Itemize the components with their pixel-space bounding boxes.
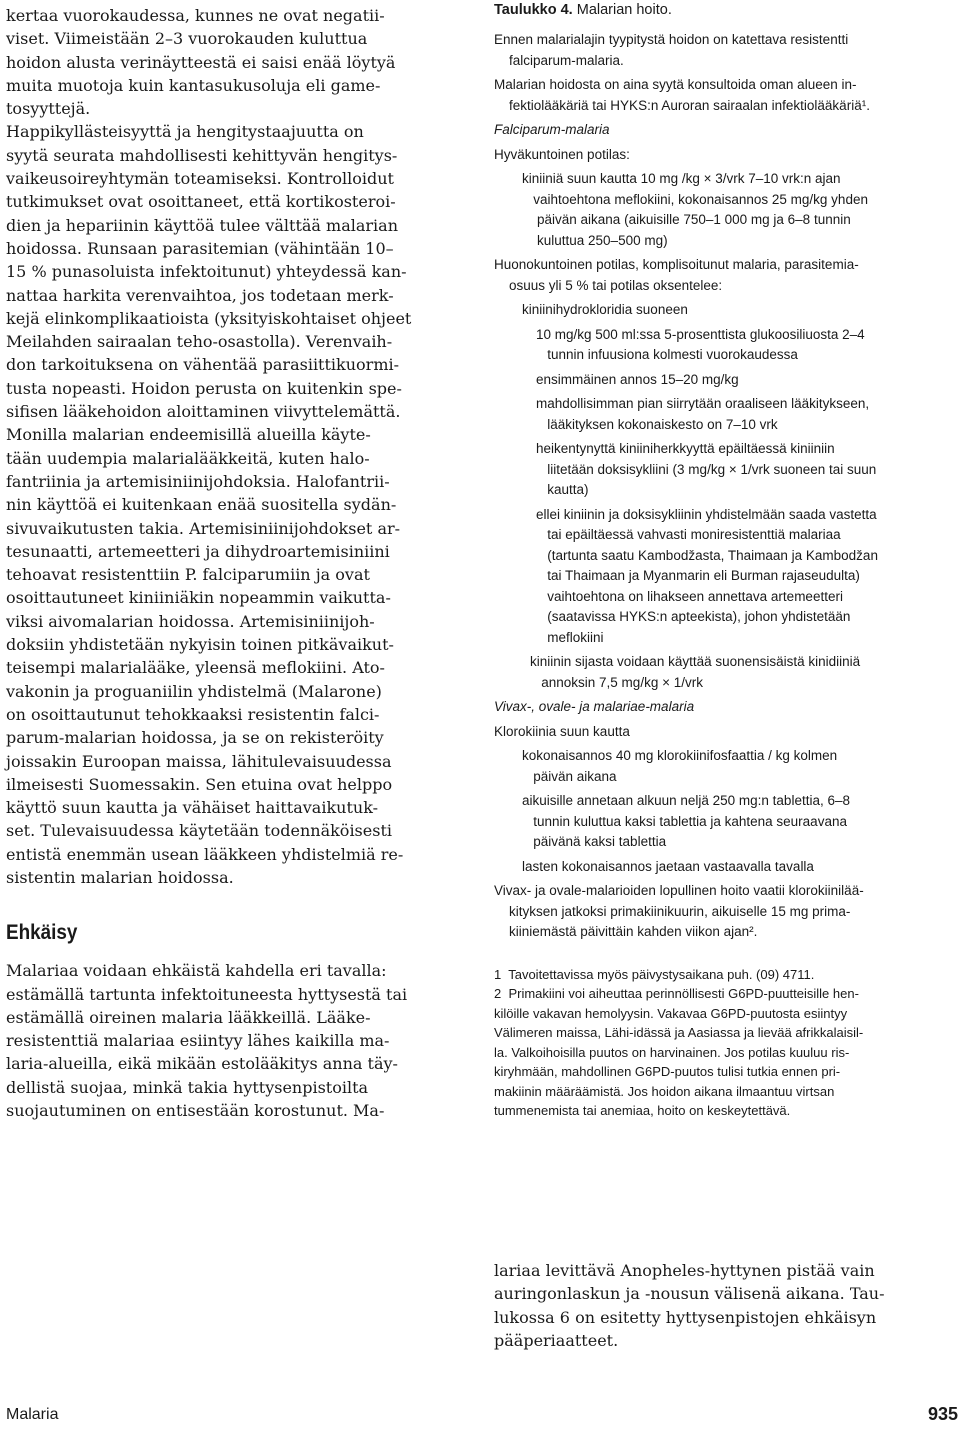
table-line: kiniiniä suun kautta 10 mg /kg × 3/vrk 7–10 vrk:n ajan vaihtoehtona meflokiini, kokonaisannos 25 mg/kg yhden päivän aikana (aikuisille 750–1 000 mg ja 6–8 tunnin kuluttua 250–500 mg)	[522, 171, 868, 248]
table-line: Huonokuntoinen potilas, komplisoitunut malaria, parasitemia- osuus yli 5 % tai potilas oksentelee:	[494, 257, 859, 293]
table-line: Falciparum-malaria	[494, 122, 610, 137]
section-heading-ehkaisy: Ehkäisy	[6, 921, 78, 945]
body-paragraph-1: kertaa vuorokaudessa, kunnes ne ovat negatii- viset. Viimeistään 2–3 vuorokauden kuluttua hoidon alusta verinäytteestä ei saisi enää löytyä muita muotoja kuin kantasukusoluja eli game- tosyyttejä.	[6, 6, 396, 119]
table-title	[494, 2, 958, 18]
table-line: kiniinin sijasta voidaan käyttää suonensisäistä kinidiiniä annoksin 7,5 mg/kg × 1/vrk	[530, 654, 861, 690]
footnote-2: 2 Primakiini voi aiheuttaa perinnöllisesti G6PD-puutteisille hen- kilöille vakavan hemolyysin. Vakavaa G6PD-puutosta esiintyy Välimeren maissa, Lähi-idässä ja Aasiassa ja lievää afrikkalaisil- la. Valkoihoisilla puutos on harvinainen. Jos potilas kuuluu ris- kiryhmään, mahdollinen G6PD-puutos tulisi tutkia ennen pri- makiinin määräämistä. Jos hoidon aikana ilmaantuu virtsan tummenemista tai anemiaa, hoito on keskeytettävä.	[494, 986, 864, 1118]
page-number: 935	[927, 1404, 958, 1424]
footnote-1: 1 Tavoitettavissa myös päivystysaikana puh. (09) 4711.	[494, 966, 815, 982]
body-paragraph-4: Malariaa voidaan ehkäistä kahdella eri tavalla: estämällä tartunta infektoituneesta hyttysestä tai estämällä oireinen malaria lääkkeillä. Lääke- resistenttiä malariaa esiintyy lähes kaikilla ma- laria-alueilla, eikä mikään estolääkitys anna täy- dellistä suojaa, minkä takia hyttysenpistoilta suojautuminen on entisestään korostunut. Ma-	[6, 961, 408, 1121]
table-4-box	[494, 2, 958, 1121]
table-line: Malarian hoidosta on aina syytä konsultoida oman alueen in- fektiolääkäriä tai HYKS:n Auroran sairaalan infektiolääkäriä¹.	[494, 77, 870, 113]
body-paragraph-5: lariaa levittävä Anopheles-hyttynen pistää vain auringonlaskun ja -nousun välisenä aikana. Tau- lukossa 6 on esitetty hyttysenpistojen ehkäisyn pääperiaatteet.	[494, 1261, 885, 1350]
table-line: Ennen malarialajin tyypitystä hoidon on katettava resistentti falciparum-malaria.	[494, 32, 849, 68]
table-line: Vivax- ja ovale-malarioiden lopullinen hoito vaatii klorokiinilää- kityksen jatkoksi primakiinikuurin, aikuiselle 15 mg prima- kiiniemästä päivittäin kahden viikon ajan².	[494, 883, 864, 939]
table-line: heikentynyttä kiniiniherkkyyttä epäiltäessä kiniiniin liitetään doksisykliini (3 mg/kg × 1/vrk suoneen tai suun kautta)	[536, 441, 877, 497]
running-footer-title: Malaria	[6, 1406, 59, 1423]
table-line: Hyväkuntoinen potilas:	[494, 146, 630, 162]
table-body	[494, 30, 958, 943]
table-line: ensimmäinen annos 15–20 mg/kg	[536, 371, 739, 387]
body-paragraph-3: Monilla malarian endeemisillä alueilla käyte- tään uudempia malarialääkkeitä, kuten halo- fantriinia ja artemisiniinijohdoksia. Halofantrii- nin käyttöä ei kuitenkaan enää suositella sydän- sivuvaikutusten takia. Artemisiniinijohdokset ar- tesunaatti, artemeetteri ja dihydroartemisiniini tehoavat resistenttiin P. falciparumiin ja ovat osoittautuneet kiniiniäkin nopeammin vaikutta- viksi aivomalarian hoidossa. Artemisiniinijoh- doksiin yhdistetään nykyisin toinen pitkävaikut- teisempi malarialääke, yleensä meflokiini. Ato- vakonin ja proguaniilin yhdistelmä (Malarone) on osoittautunut tehokkaaksi resistentin falci- parum-malarian hoidossa, ja se on rekisteröity joissakin Euroopan maissa, lähitulevaisuudessa ilmeisesti Suomessakin. Sen etuina ovat helppo käyttö suun kautta ja vähäiset haittavaikutuk- set. Tulevaisuudessa käytetään todennäköisesti entistä enemmän usean lääkkeen yhdistelmiä re- sistentin malarian hoidossa.	[6, 425, 404, 887]
left-column	[6, 4, 468, 1122]
right-column-body	[494, 1259, 958, 1352]
table-line: lasten kokonaisannos jaetaan vastaavalla tavalla	[522, 858, 814, 874]
table-line: aikuisille annetaan alkuun neljä 250 mg:n tablettia, 6–8 tunnin kuluttua kaksi tablettia ja kahtena seuraavana päivänä kaksi tablettia	[522, 793, 850, 849]
table-line: ellei kiniinin ja doksisykliinin yhdistelmään saada vastetta tai epäiltäessä vahvasti moniresistenttiä malariaa (tartunta saatu Kambodžasta, Thaimaan ja Kambodžan tai Thaimaan ja Myanmarin eli Burman rajaseudulta) vaihtoehtona on lihakseen annettava artemeetteri (saatavissa HYKS:n apteekista), johon yhdistetään meflokiini	[536, 506, 878, 645]
table-line: 10 mg/kg 500 ml:ssa 5-prosenttista glukoosiliuosta 2–4 tunnin infuusiona kolmesti vuorokaudessa	[536, 326, 865, 362]
table-line: Vivax-, ovale- ja malariae-malaria	[494, 699, 695, 714]
table-caption: Malarian hoito.	[576, 2, 672, 18]
table-line: Klorokiinia suun kautta	[494, 723, 630, 739]
table-line: kiniinihydrokloridia suoneen	[522, 302, 688, 317]
body-paragraph-2: Happikyllästeisyyttä ja hengitystaajuutta on syytä seurata mahdollisesti kehittyvän hengitys- vaikeusoireyhtymän toteamiseksi. Kontrolloidut tutkimukset ovat osoittaneet, että kortikosteroi- dien ja hepariinin käyttöä tulee välttää malarian hoidossa. Runsaan parasitemian (vähintään 10– 15 % punasoluista infektoitunut) yhteydessä kan- nattaa harkita verenvaihtoa, jos todetaan merk- kejä elinkomplikaatioista (yksityiskohtaiset ohjeet Meilahden sairaalan teho-osastolla). Verenvaih- don tarkoituksena on vähentää parasiittikuormi- tusta nopeasti. Hoidon perusta on kuitenkin spe- sifisen lääkehoidon aloittaminen viivyttelemättä.	[6, 122, 412, 422]
table-line: mahdollisimman pian siirrytään oraaliseen lääkitykseen, lääkityksen kokonaiskesto on 7–10 vrk	[536, 396, 870, 432]
table-label: Taulukko 4.	[494, 2, 573, 18]
table-line: kokonaisannos 40 mg klorokiinifosfaattia / kg kolmen päivän aikana	[522, 748, 838, 784]
